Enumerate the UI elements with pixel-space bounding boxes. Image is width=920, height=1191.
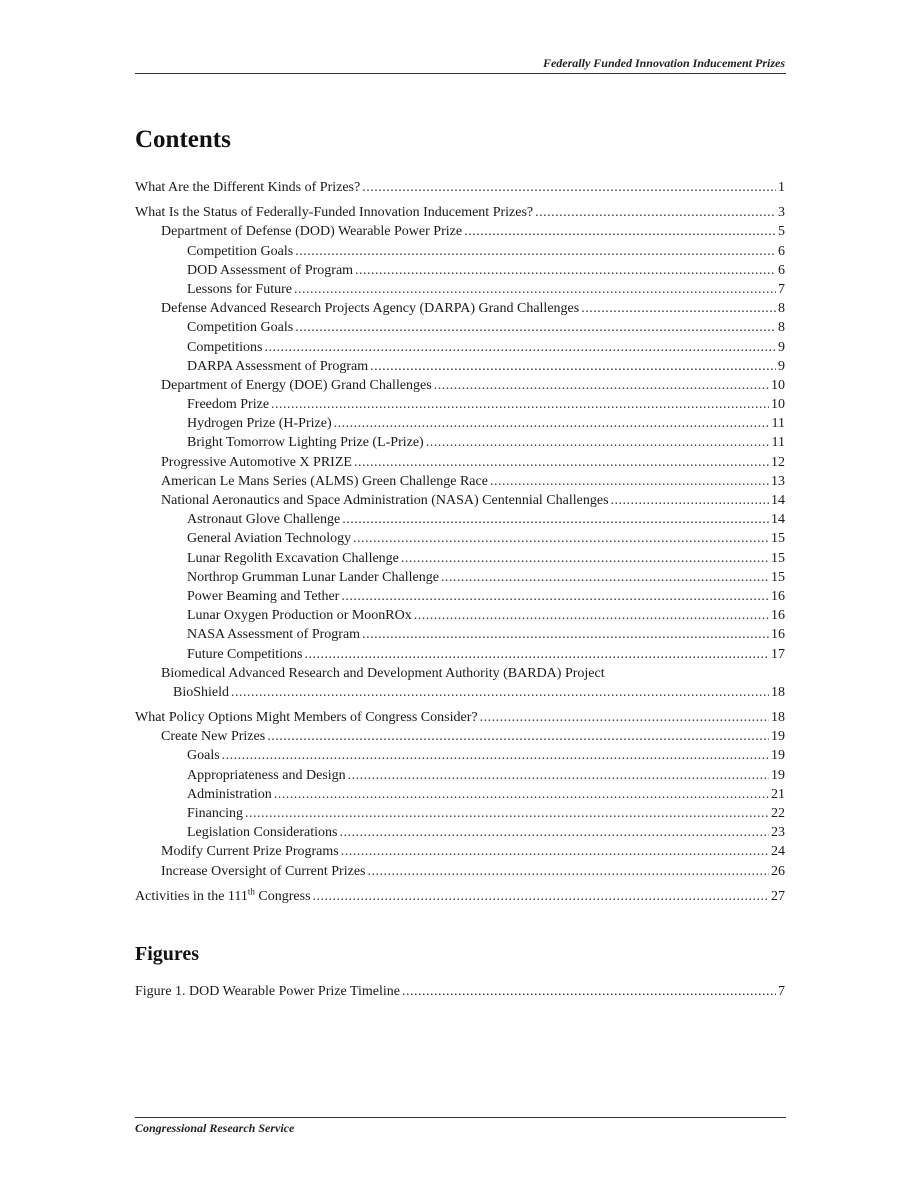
toc-entry[interactable] [135,395,785,414]
dot-leader [581,299,776,318]
toc-entry[interactable] [135,887,785,906]
toc-entry-page: 18 [771,710,785,726]
dot-leader [434,376,769,395]
toc-entry[interactable] [135,357,785,376]
toc-entry-page: 1 [778,180,785,195]
toc-entry-page: 17 [771,646,785,662]
toc-entry-page: 23 [771,825,785,841]
toc-entry-page: 9 [778,339,785,355]
dot-leader [339,823,769,842]
dot-leader [441,568,769,587]
dot-leader [370,357,776,376]
toc-entry-page: 19 [771,767,785,783]
toc-entry[interactable] [135,299,785,318]
toc-entry-title: General Aviation Technology [187,531,352,547]
dot-leader [353,529,769,548]
running-footer: Congressional Research Service [135,1121,295,1135]
dot-leader [294,280,776,299]
toc-entry-page: 11 [771,435,785,451]
toc-entry-page: 9 [778,358,785,374]
toc-entry[interactable] [135,414,785,433]
dot-leader [354,453,769,472]
toc-entry-title: Hydrogen Prize (H-Prize) [187,416,332,432]
toc-entry-title: Astronaut Glove Challenge [187,512,341,528]
toc-entry-title: Increase Oversight of Current Prizes [161,863,366,879]
toc-entry-title: National Aeronautics and Space Administration (NASA) Centennial Challenges [161,493,609,508]
toc-entry-title: What Are the Different Kinds of Prizes? [135,180,361,195]
toc-entry-page: 6 [778,243,785,259]
dot-leader [267,727,769,746]
toc-entry-page: 15 [771,550,785,566]
toc-entry[interactable] [135,568,785,587]
contents-heading: Contents [135,126,231,153]
toc-entry[interactable] [135,823,785,842]
toc-entry-page: 19 [771,729,785,745]
toc-entry-title: Lunar Oxygen Production or MoonROx [187,608,412,624]
toc-entry[interactable] [135,529,785,548]
figures-heading: Figures [135,943,200,965]
contents-list [135,178,785,906]
toc-entry-page: 7 [778,281,785,297]
toc-entry-title: Defense Advanced Research Projects Agency (DARPA) Grand Challenges [161,301,580,317]
dot-leader [342,510,769,529]
toc-entry-title: Appropriateness and Design [187,767,346,783]
dot-leader [313,887,769,906]
header-rule [135,73,786,74]
dot-leader [535,203,776,222]
toc-entry[interactable] [135,606,785,625]
toc-entry[interactable] [135,376,785,395]
dot-leader [222,746,769,765]
dot-leader [341,842,769,861]
toc-entry-title: Goals [187,748,220,764]
toc-entry-page: 26 [771,863,785,879]
dot-leader [426,433,770,452]
toc-entry-title: Northrop Grumman Lunar Lander Challenge [187,569,439,585]
toc-entry-title: Power Beaming and Tether [187,588,340,604]
toc-entry-page: 22 [771,806,785,822]
toc-entry-page: 3 [778,205,785,221]
dot-leader [305,645,770,664]
toc-entry-page: 27 [771,888,785,904]
toc-entry[interactable] [135,804,785,823]
toc-entry-title: Create New Prizes [161,729,266,745]
dot-leader [295,242,776,261]
toc-entry-page: 15 [771,569,785,585]
toc-entry-title: Competitions [187,339,263,355]
toc-entry-title-line1: Biomedical Advanced Research and Development Authority (BARDA) Project [161,665,605,681]
dot-leader [334,414,770,433]
toc-entry[interactable] [135,472,785,491]
dot-leader [464,222,776,241]
toc-entry[interactable] [135,862,785,881]
ordinal-superscript: th [247,886,255,897]
figure-entry-title: Figure 1. DOD Wearable Power Prize Timeline [135,984,400,999]
toc-entry[interactable] [135,708,785,727]
toc-entry-title: BioShield [173,684,230,700]
toc-entry[interactable] [135,842,785,861]
toc-entry-page: 24 [771,844,785,860]
toc-entry-title: Administration [187,786,272,802]
dot-leader [367,862,769,881]
toc-entry-title: DARPA Assessment of Program [187,358,369,374]
toc-entry[interactable] [135,242,785,261]
toc-entry-page: 14 [771,493,785,508]
toc-entry[interactable] [135,645,785,664]
toc-entry-page: 12 [771,454,785,470]
dot-leader [264,338,776,357]
toc-entry[interactable] [135,433,785,452]
dot-leader [611,491,769,510]
toc-entry-page: 5 [778,224,785,240]
toc-entry[interactable] [135,203,785,222]
dot-leader [341,587,769,606]
toc-entry-page: 13 [771,473,785,489]
toc-entry[interactable] [135,746,785,765]
toc-entry-title-suffix: Congress [254,888,311,904]
toc-entry[interactable] [135,549,785,568]
toc-entry-title: Lunar Regolith Excavation Challenge [187,550,399,566]
dot-leader [480,708,769,727]
toc-entry-title: Modify Current Prize Programs [161,844,339,860]
toc-entry-title: Department of Defense (DOD) Wearable Power Prize [161,224,463,240]
toc-entry[interactable] [135,280,785,299]
toc-entry-title: Bright Tomorrow Lighting Prize (L-Prize) [187,435,424,451]
toc-entry-page: 16 [771,608,785,624]
dot-leader [355,261,776,280]
toc-entry-title-prefix: Activities in the 111 [135,888,248,904]
toc-entry-page: 10 [771,397,785,413]
toc-entry[interactable] [135,261,785,280]
toc-entry-title: Financing [187,806,243,822]
toc-entry[interactable] [135,664,785,702]
dot-leader [362,178,776,197]
footer-rule [135,1117,786,1118]
toc-entry-title: What Is the Status of Federally-Funded Innovation Inducement Prizes? [135,205,534,221]
toc-entry-title: Future Competitions [187,646,303,662]
toc-entry-page: 19 [771,748,785,764]
dot-leader [271,395,769,414]
toc-entry-page: 10 [771,377,785,393]
toc-entry[interactable] [135,318,785,337]
dot-leader [362,625,769,644]
toc-entry-page: 16 [771,627,785,643]
dot-leader [402,982,776,1001]
toc-entry[interactable] [135,766,785,785]
toc-entry-page: 11 [771,416,785,432]
toc-entry[interactable] [135,453,785,472]
dot-leader [414,606,769,625]
toc-entry-page: 18 [771,684,785,700]
toc-entry[interactable] [135,338,785,357]
dot-leader [401,549,769,568]
dot-leader [490,472,769,491]
running-header: Federally Funded Innovation Inducement Prizes [542,56,785,70]
toc-entry-title: Department of Energy (DOE) Grand Challenges [161,377,432,393]
toc-entry-page: 8 [778,301,785,317]
dot-leader [295,318,776,337]
toc-entry-title: What Policy Options Might Members of Congress Consider? [135,710,478,726]
toc-entry-page: 21 [771,786,785,802]
toc-entry[interactable] [135,785,785,804]
toc-entry[interactable] [135,491,785,510]
toc-entry[interactable] [135,178,785,197]
toc-entry[interactable] [135,587,785,606]
toc-entry-page: 6 [778,262,785,278]
toc-entry-title: DOD Assessment of Program [187,262,354,278]
figure-entry[interactable] [135,982,785,1001]
toc-entry-title: American Le Mans Series (ALMS) Green Challenge Race [161,473,488,489]
dot-leader [245,804,769,823]
figure-entry-page: 7 [778,984,785,999]
dot-leader [231,683,769,702]
toc-entry[interactable] [135,625,785,644]
figures-list [135,982,785,1001]
toc-entry[interactable] [135,510,785,529]
toc-entry[interactable] [135,727,785,746]
toc-entry-title [135,887,311,906]
toc-entry-title: Competition Goals [187,243,294,259]
toc-entry-title: Legislation Considerations [187,825,338,841]
toc-entry[interactable] [135,222,785,241]
toc-entry-page: 8 [778,320,785,336]
toc-entry-title: Progressive Automotive X PRIZE [161,454,352,470]
toc-entry-page: 14 [771,512,785,528]
toc-entry-title: Freedom Prize [187,397,270,413]
dot-leader [348,766,769,785]
toc-entry-title: NASA Assessment of Program [187,627,361,643]
toc-entry-page: 16 [771,588,785,604]
toc-entry-page: 15 [771,531,785,547]
dot-leader [274,785,769,804]
toc-entry-title: Competition Goals [187,320,294,336]
toc-entry-title: Lessons for Future [187,281,292,297]
